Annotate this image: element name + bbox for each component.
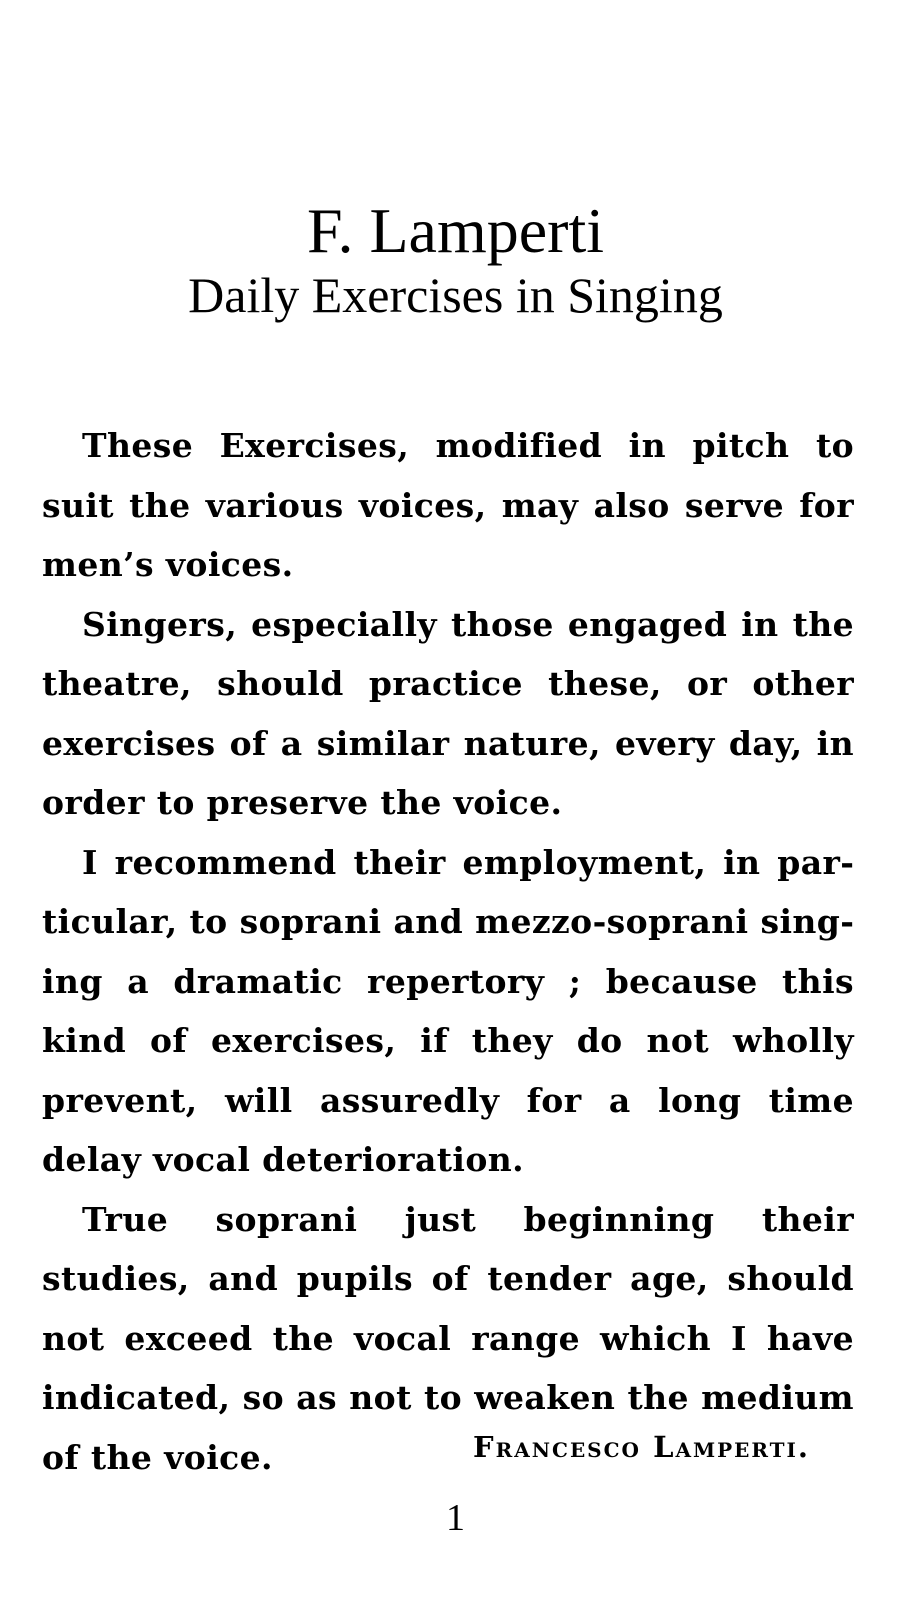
paragraph-3: I recommend their employment, in particular, to soprani and mezzo-soprani singing a dramatic repertory ; because this kind of exercises, if they do not wholly prevent, will assuredly for a long time delay vocal deterioration. <box>42 842 854 1179</box>
paragraph-1: These Exercises, modified in pitch to suit the various voices, may also serve for men’s voices. <box>42 426 854 584</box>
body-text <box>42 416 854 1487</box>
page-title: F. Lamperti <box>306 195 605 266</box>
paragraph-4: True soprani just beginning their studies, and pupils of tender age, should not exceed the vocal range which I have indicated, so as not to weaken the medium of the voice. <box>42 1199 854 1477</box>
author-signature: Francesco Lamperti. <box>473 1430 810 1464</box>
page-subtitle: Daily Exercises in Singing <box>188 267 723 323</box>
paragraph-2: Singers, especially those engaged in the theatre, should practice these, or other exercises of a similar nature, every day, in order to preserve the voice. <box>42 604 854 822</box>
page-number: 1 <box>446 1497 465 1539</box>
title-block <box>0 196 911 324</box>
